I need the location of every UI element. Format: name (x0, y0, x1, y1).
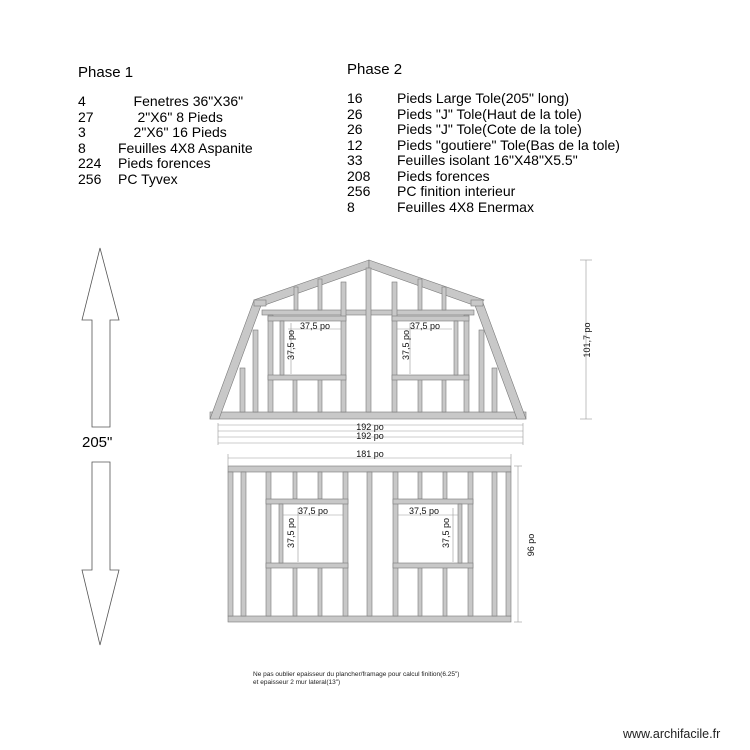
side-window-right-height: 37,5 po (441, 517, 451, 549)
material-desc: Feuilles 4X8 Enermax (397, 198, 534, 215)
gable-window-right-height: 37,5 po (401, 329, 411, 361)
material-desc: Pieds forences (397, 167, 490, 184)
side-wall-frame (228, 466, 511, 622)
length-arrow-down (82, 462, 119, 645)
gable-wall-frame (210, 260, 526, 419)
material-desc: Pieds "J" Tole(Haut de la tole) (397, 105, 582, 122)
material-qty: 3 (78, 124, 86, 140)
material-qty: 8 (347, 198, 355, 215)
material-qty: 256 (78, 170, 102, 187)
material-qty: 224 (78, 155, 102, 171)
material-desc: PC Tyvex (118, 170, 178, 187)
gable-window-left-width: 37,5 po (299, 321, 331, 331)
material-desc: 2"X6" 8 Pieds (118, 108, 223, 125)
material-desc: Pieds Large Tole(205" long) (397, 90, 570, 106)
gable-height-label: 101,7 po (582, 322, 592, 358)
watermark: www.archifacile.fr (623, 727, 721, 741)
material-qty: 4 (78, 93, 86, 109)
material-desc: Pieds "goutiere" Tole(Bas de la tole) (397, 136, 620, 153)
material-desc: 2"X6" 16 Pieds (118, 124, 227, 140)
phase2-title: Phase 2 (347, 61, 403, 78)
phase1-title: Phase 1 (78, 64, 134, 81)
gable-window-right-width: 37,5 po (409, 321, 441, 331)
length-label: 205" (82, 434, 113, 451)
material-desc: Pieds "J" Tole(Cote de la tole) (397, 121, 582, 137)
material-qty: 33 (347, 152, 363, 168)
material-desc: PC finition interieur (397, 183, 516, 199)
side-window-left-width: 37,5 po (297, 506, 329, 516)
footnote-line-1: Ne pas oublier epaisseur du plancher/framage pour calcul finition(6.25") (253, 671, 460, 678)
footnote-line-2: et epaisseur 2 mur lateral(13") (253, 679, 341, 686)
material-qty: 208 (347, 167, 371, 184)
side-height-label: 96 po (526, 533, 536, 557)
footnote (253, 671, 459, 687)
material-qty: 256 (347, 183, 371, 199)
material-qty: 8 (78, 139, 86, 156)
material-qty: 16 (347, 90, 363, 106)
material-desc: Feuilles isolant 16"X48"X5.5" (397, 152, 578, 168)
side-dimension-lines (228, 454, 522, 622)
gable-width-label-1: 192 po (356, 422, 384, 432)
material-desc: Pieds forences (118, 155, 211, 171)
material-qty: 12 (347, 136, 363, 153)
side-window-left-height: 37,5 po (286, 517, 296, 549)
side-width-label: 181 po (356, 449, 384, 459)
length-arrow (82, 248, 119, 645)
side-window-right-width: 37,5 po (408, 506, 440, 516)
material-qty: 26 (347, 105, 363, 122)
material-qty: 26 (347, 121, 363, 137)
material-qty: 27 (78, 108, 94, 125)
material-desc: Fenetres 36"X36" (118, 93, 244, 109)
gable-window-left-height: 37,5 po (286, 329, 296, 361)
material-desc: Feuilles 4X8 Aspanite (118, 139, 253, 156)
gable-width-label-2: 192 po (356, 431, 384, 441)
length-arrow-up (82, 248, 119, 427)
